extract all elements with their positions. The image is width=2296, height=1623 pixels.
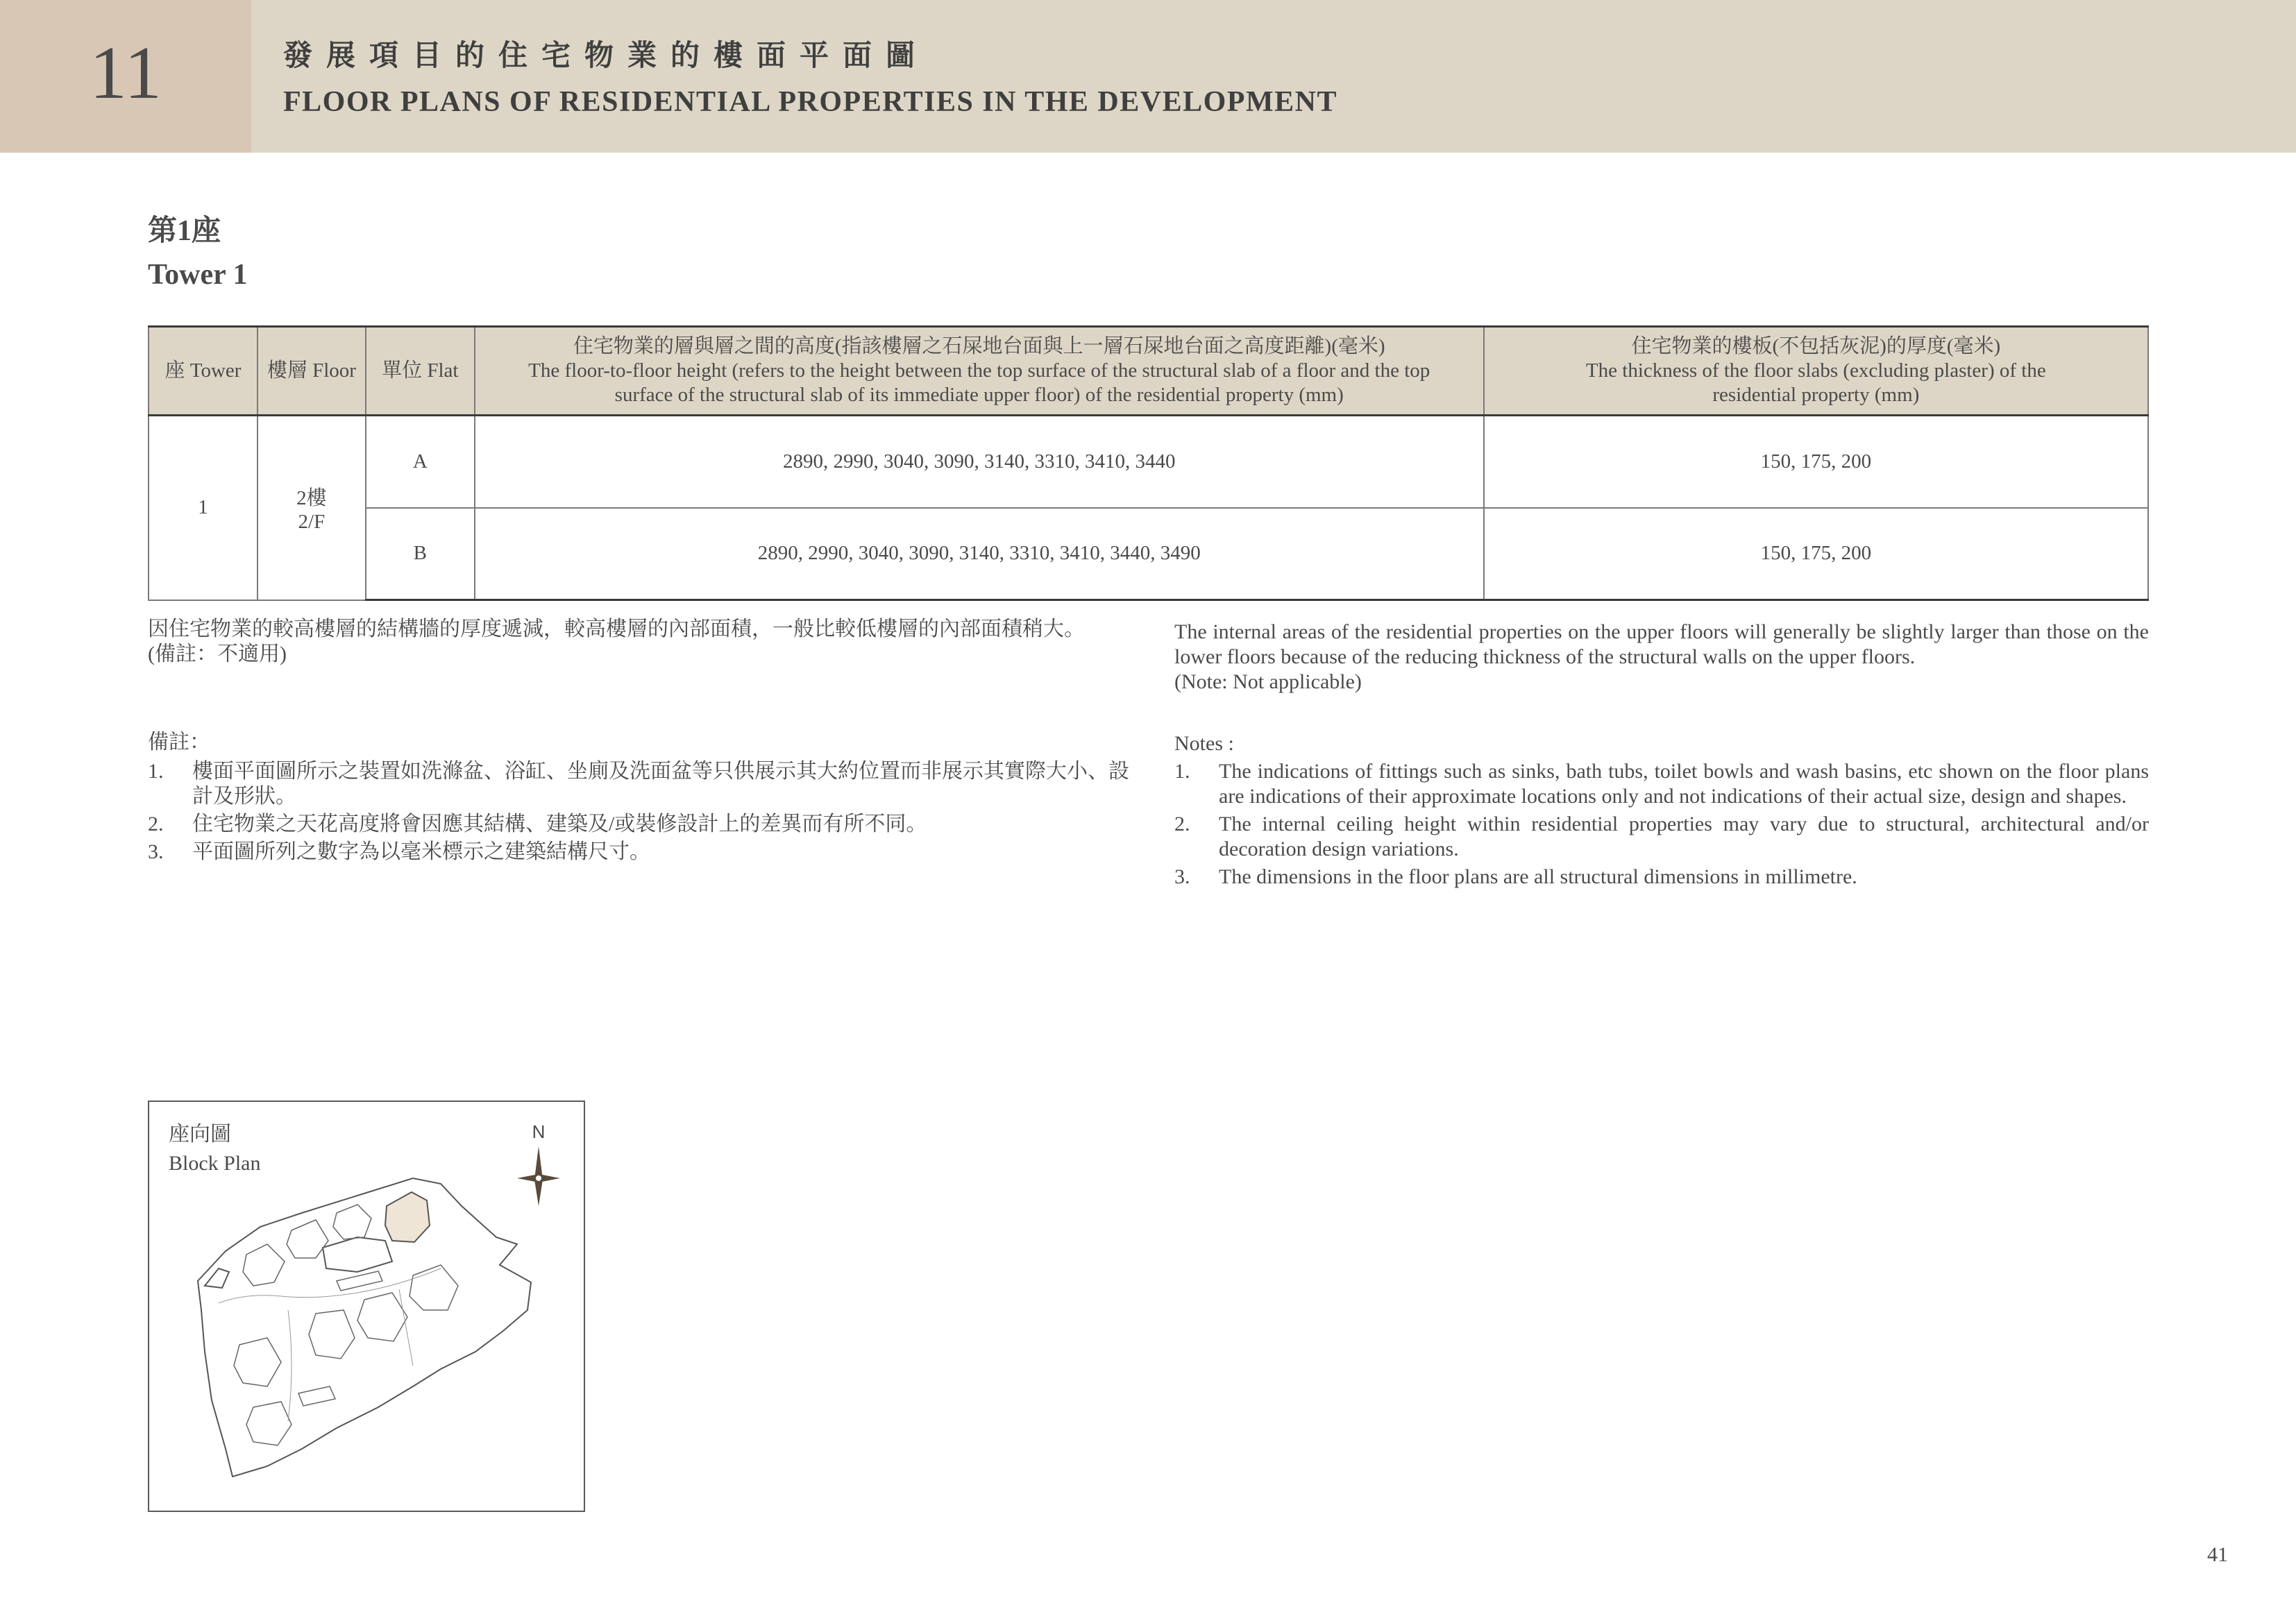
- floor-height-header-en-2: surface of the structural slab of its immediate upper floor) of the residential property (mm): [614, 383, 1344, 406]
- statement-en: [1174, 620, 2149, 695]
- table-row: [149, 508, 2148, 600]
- section-title-cn: 發展項目的住宅物業的樓面平面圖: [283, 40, 929, 72]
- tower-cell: 1: [149, 416, 258, 600]
- floor-cn: 2樓: [296, 486, 327, 509]
- section-number: 11: [90, 32, 162, 114]
- site-paths: [219, 1268, 441, 1421]
- block-plan: [148, 1101, 585, 1512]
- floor-height-cell: 2890, 2990, 3040, 3090, 3140, 3310, 3410, 3440, 3490: [475, 508, 1484, 600]
- block-plan-drawing: [149, 1102, 584, 1511]
- col-header-floor: 樓層 Floor: [258, 327, 366, 416]
- statement-en-text: The internal areas of the residential properties on the upper floors will generally be slightly larger than those on the lower floors because of the reducing thickness of the structural walls on the upper floors.: [1174, 620, 2149, 668]
- slab-thickness-cell: 150, 175, 200: [1484, 508, 2148, 600]
- tower-1-highlight: [385, 1192, 430, 1242]
- notes-en: [1174, 731, 2149, 892]
- section-number-box: [0, 0, 251, 153]
- list-item: 1. The indications of fittings such as sinks, bath tubs, toilet bowls and wash basins, etc shown on the floor plans are indications of their approximate locations only and not indications of their actual size, design and shapes.: [1174, 760, 2149, 808]
- col-header-slab-thickness: [1484, 327, 2148, 416]
- flat-cell: B: [366, 508, 475, 600]
- list-item: 2. The internal ceiling height within residential properties may vary due to structural, architectural and/or decoration design variations.: [1174, 813, 2149, 860]
- north-arrow-icon: [517, 1121, 560, 1206]
- block-plan-title-cn: 座向圖: [169, 1123, 231, 1146]
- svg-text:N: N: [532, 1121, 546, 1142]
- floor-en: 2/F: [298, 510, 326, 533]
- section-title-en: FLOOR PLANS OF RESIDENTIAL PROPERTIES IN THE DEVELOPMENT: [283, 86, 1337, 118]
- block-plan-title-en: Block Plan: [169, 1152, 261, 1175]
- notes-title-en: Notes :: [1174, 732, 1234, 755]
- notes-cn: [148, 730, 1133, 867]
- list-item: 2. 住宅物業之天花高度將會因應其結構、建築及/或裝修設計上的差異而有所不同。: [148, 813, 927, 835]
- col-header-tower: 座 Tower: [149, 327, 258, 416]
- floor-height-header-en-1: The floor-to-floor height (refers to the height between the top surface of the structural slab of a floor and the top: [528, 359, 1430, 382]
- floor-height-header-cn: 住宅物業的層與層之間的高度(指該樓層之石屎地台面與上一層石屎地台面之高度距離)(毫米): [573, 335, 1385, 358]
- floor-cell: [258, 416, 366, 600]
- flat-cell: A: [366, 416, 475, 508]
- table-row: [149, 416, 2148, 508]
- slab-thickness-header-en-2: residential property (mm): [1712, 383, 1920, 406]
- slab-thickness-header-cn: 住宅物業的樓板(不包括灰泥)的厚度(毫米): [1631, 335, 2001, 358]
- tower-title-en: Tower 1: [148, 259, 248, 291]
- site-outline: [198, 1178, 531, 1477]
- statement-cn-text: 因住宅物業的較高樓層的結構牆的厚度遞減，較高樓層的內部面積，一般比較低樓層的內部面積稍大。: [148, 618, 1085, 640]
- page-number: 41: [2207, 1543, 2228, 1566]
- notes-title-cn: 備註：: [148, 731, 210, 754]
- floor-height-table: [148, 325, 2149, 601]
- floor-height-cell: 2890, 2990, 3040, 3090, 3140, 3310, 3410, 3440: [475, 416, 1484, 508]
- page-header: [0, 0, 2296, 153]
- tower-title-cn: 第1座: [148, 215, 221, 247]
- col-header-flat: 單位 Flat: [366, 327, 475, 416]
- list-item: 3. The dimensions in the floor plans are all structural dimensions in millimetre.: [1174, 865, 1857, 888]
- list-item: 1. 樓面平面圖所示之裝置如洗滌盆、浴缸、坐廁及洗面盆等只供展示其大約位置而非展示其實際大小、設計及形狀。: [148, 760, 1129, 808]
- statement-cn: [148, 617, 1133, 667]
- statement-cn-note: (備註：不適用): [148, 643, 287, 665]
- table-header-row: [149, 327, 2148, 416]
- slab-thickness-header-en-1: The thickness of the floor slabs (excluding plaster) of the: [1585, 359, 2046, 382]
- statement-en-note: (Note: Not applicable): [1174, 670, 1362, 693]
- list-item: 3. 平面圖所列之數字為以毫米標示之建築結構尺寸。: [148, 840, 650, 863]
- col-header-floor-height: [475, 327, 1484, 416]
- slab-thickness-cell: 150, 175, 200: [1484, 416, 2148, 508]
